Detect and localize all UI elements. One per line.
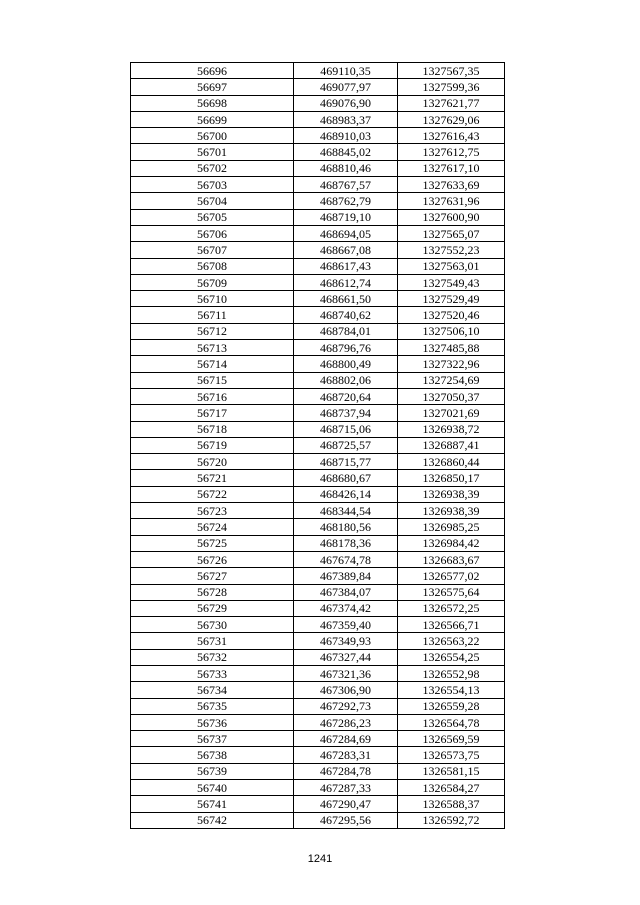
y-coordinate-cell: 1327549,43 bbox=[398, 274, 505, 290]
x-coordinate-cell: 467327,44 bbox=[294, 649, 398, 665]
point-number-cell: 56701 bbox=[131, 144, 294, 160]
y-coordinate-cell: 1326577,02 bbox=[398, 568, 505, 584]
point-number-cell: 56739 bbox=[131, 763, 294, 779]
point-number-cell: 56715 bbox=[131, 372, 294, 388]
table-row bbox=[131, 63, 505, 79]
x-coordinate-cell: 469076,90 bbox=[294, 95, 398, 111]
table-row bbox=[131, 405, 505, 421]
table-row bbox=[131, 454, 505, 470]
y-coordinate-cell: 1326559,28 bbox=[398, 698, 505, 714]
x-coordinate-cell: 468784,01 bbox=[294, 323, 398, 339]
point-number-cell: 56698 bbox=[131, 95, 294, 111]
x-coordinate-cell: 467306,90 bbox=[294, 682, 398, 698]
x-coordinate-cell: 468426,14 bbox=[294, 486, 398, 502]
y-coordinate-cell: 1326683,67 bbox=[398, 551, 505, 567]
x-coordinate-cell: 468802,06 bbox=[294, 372, 398, 388]
y-coordinate-cell: 1327629,06 bbox=[398, 111, 505, 127]
table-row bbox=[131, 225, 505, 241]
table-row bbox=[131, 812, 505, 828]
point-number-cell: 56714 bbox=[131, 356, 294, 372]
y-coordinate-cell: 1326564,78 bbox=[398, 714, 505, 730]
point-number-cell: 56729 bbox=[131, 600, 294, 616]
y-coordinate-cell: 1326554,25 bbox=[398, 649, 505, 665]
table-row bbox=[131, 584, 505, 600]
x-coordinate-cell: 468737,94 bbox=[294, 405, 398, 421]
x-coordinate-cell: 467384,07 bbox=[294, 584, 398, 600]
y-coordinate-cell: 1326850,17 bbox=[398, 470, 505, 486]
table-row bbox=[131, 486, 505, 502]
x-coordinate-cell: 468715,06 bbox=[294, 421, 398, 437]
y-coordinate-cell: 1327520,46 bbox=[398, 307, 505, 323]
y-coordinate-cell: 1327565,07 bbox=[398, 225, 505, 241]
x-coordinate-cell: 468680,67 bbox=[294, 470, 398, 486]
point-number-cell: 56730 bbox=[131, 617, 294, 633]
point-number-cell: 56723 bbox=[131, 503, 294, 519]
x-coordinate-cell: 467284,69 bbox=[294, 731, 398, 747]
table-row bbox=[131, 79, 505, 95]
x-coordinate-cell: 467359,40 bbox=[294, 617, 398, 633]
y-coordinate-cell: 1327254,69 bbox=[398, 372, 505, 388]
table-row bbox=[131, 258, 505, 274]
table-row bbox=[131, 633, 505, 649]
table-row bbox=[131, 372, 505, 388]
y-coordinate-cell: 1327600,90 bbox=[398, 209, 505, 225]
x-coordinate-cell: 468800,49 bbox=[294, 356, 398, 372]
x-coordinate-cell: 468910,03 bbox=[294, 128, 398, 144]
point-number-cell: 56735 bbox=[131, 698, 294, 714]
point-number-cell: 56738 bbox=[131, 747, 294, 763]
y-coordinate-cell: 1326984,42 bbox=[398, 535, 505, 551]
table-row bbox=[131, 763, 505, 779]
y-coordinate-cell: 1326938,39 bbox=[398, 486, 505, 502]
point-number-cell: 56732 bbox=[131, 649, 294, 665]
table-row bbox=[131, 600, 505, 616]
x-coordinate-cell: 468767,57 bbox=[294, 177, 398, 193]
point-number-cell: 56711 bbox=[131, 307, 294, 323]
x-coordinate-cell: 468810,46 bbox=[294, 160, 398, 176]
point-number-cell: 56733 bbox=[131, 665, 294, 681]
table-row bbox=[131, 323, 505, 339]
table-row bbox=[131, 714, 505, 730]
table-row bbox=[131, 111, 505, 127]
table-row bbox=[131, 95, 505, 111]
table-row bbox=[131, 421, 505, 437]
table-row bbox=[131, 649, 505, 665]
table-row bbox=[131, 274, 505, 290]
x-coordinate-cell: 468715,77 bbox=[294, 454, 398, 470]
point-number-cell: 56717 bbox=[131, 405, 294, 421]
y-coordinate-cell: 1326569,59 bbox=[398, 731, 505, 747]
y-coordinate-cell: 1326566,71 bbox=[398, 617, 505, 633]
point-number-cell: 56734 bbox=[131, 682, 294, 698]
y-coordinate-cell: 1326573,75 bbox=[398, 747, 505, 763]
point-number-cell: 56696 bbox=[131, 63, 294, 79]
y-coordinate-cell: 1327552,23 bbox=[398, 242, 505, 258]
x-coordinate-cell: 468178,36 bbox=[294, 535, 398, 551]
table-row bbox=[131, 193, 505, 209]
coordinates-table-body bbox=[131, 63, 505, 829]
y-coordinate-cell: 1327631,96 bbox=[398, 193, 505, 209]
y-coordinate-cell: 1326938,72 bbox=[398, 421, 505, 437]
table-row bbox=[131, 535, 505, 551]
table-row bbox=[131, 503, 505, 519]
y-coordinate-cell: 1326563,22 bbox=[398, 633, 505, 649]
point-number-cell: 56709 bbox=[131, 274, 294, 290]
y-coordinate-cell: 1326938,39 bbox=[398, 503, 505, 519]
point-number-cell: 56706 bbox=[131, 225, 294, 241]
table-row bbox=[131, 128, 505, 144]
x-coordinate-cell: 469110,35 bbox=[294, 63, 398, 79]
x-coordinate-cell: 467286,23 bbox=[294, 714, 398, 730]
point-number-cell: 56705 bbox=[131, 209, 294, 225]
table-row bbox=[131, 682, 505, 698]
x-coordinate-cell: 468180,56 bbox=[294, 519, 398, 535]
x-coordinate-cell: 467287,33 bbox=[294, 780, 398, 796]
y-coordinate-cell: 1326584,27 bbox=[398, 780, 505, 796]
x-coordinate-cell: 468740,62 bbox=[294, 307, 398, 323]
point-number-cell: 56737 bbox=[131, 731, 294, 747]
x-coordinate-cell: 468661,50 bbox=[294, 291, 398, 307]
table-row bbox=[131, 617, 505, 633]
y-coordinate-cell: 1327633,69 bbox=[398, 177, 505, 193]
y-coordinate-cell: 1327529,49 bbox=[398, 291, 505, 307]
x-coordinate-cell: 467389,84 bbox=[294, 568, 398, 584]
point-number-cell: 56718 bbox=[131, 421, 294, 437]
table-row bbox=[131, 356, 505, 372]
y-coordinate-cell: 1326552,98 bbox=[398, 665, 505, 681]
table-row bbox=[131, 209, 505, 225]
table-row bbox=[131, 307, 505, 323]
point-number-cell: 56712 bbox=[131, 323, 294, 339]
y-coordinate-cell: 1326860,44 bbox=[398, 454, 505, 470]
x-coordinate-cell: 468694,05 bbox=[294, 225, 398, 241]
table-row bbox=[131, 796, 505, 812]
table-row bbox=[131, 242, 505, 258]
x-coordinate-cell: 468762,79 bbox=[294, 193, 398, 209]
x-coordinate-cell: 467292,73 bbox=[294, 698, 398, 714]
y-coordinate-cell: 1327050,37 bbox=[398, 388, 505, 404]
point-number-cell: 56707 bbox=[131, 242, 294, 258]
point-number-cell: 56699 bbox=[131, 111, 294, 127]
point-number-cell: 56731 bbox=[131, 633, 294, 649]
point-number-cell: 56736 bbox=[131, 714, 294, 730]
y-coordinate-cell: 1327021,69 bbox=[398, 405, 505, 421]
point-number-cell: 56721 bbox=[131, 470, 294, 486]
y-coordinate-cell: 1326588,37 bbox=[398, 796, 505, 812]
point-number-cell: 56716 bbox=[131, 388, 294, 404]
table-row bbox=[131, 665, 505, 681]
coordinates-table bbox=[130, 62, 505, 829]
point-number-cell: 56724 bbox=[131, 519, 294, 535]
table-row bbox=[131, 144, 505, 160]
x-coordinate-cell: 467284,78 bbox=[294, 763, 398, 779]
x-coordinate-cell: 468983,37 bbox=[294, 111, 398, 127]
y-coordinate-cell: 1327485,88 bbox=[398, 340, 505, 356]
y-coordinate-cell: 1326575,64 bbox=[398, 584, 505, 600]
point-number-cell: 56703 bbox=[131, 177, 294, 193]
point-number-cell: 56710 bbox=[131, 291, 294, 307]
x-coordinate-cell: 468725,57 bbox=[294, 437, 398, 453]
point-number-cell: 56726 bbox=[131, 551, 294, 567]
table-row bbox=[131, 470, 505, 486]
point-number-cell: 56713 bbox=[131, 340, 294, 356]
y-coordinate-cell: 1326887,41 bbox=[398, 437, 505, 453]
table-row bbox=[131, 160, 505, 176]
table-row bbox=[131, 291, 505, 307]
x-coordinate-cell: 467295,56 bbox=[294, 812, 398, 828]
x-coordinate-cell: 468617,43 bbox=[294, 258, 398, 274]
point-number-cell: 56725 bbox=[131, 535, 294, 551]
table-row bbox=[131, 519, 505, 535]
table-row bbox=[131, 551, 505, 567]
x-coordinate-cell: 469077,97 bbox=[294, 79, 398, 95]
point-number-cell: 56702 bbox=[131, 160, 294, 176]
table-row bbox=[131, 731, 505, 747]
point-number-cell: 56722 bbox=[131, 486, 294, 502]
x-coordinate-cell: 467349,93 bbox=[294, 633, 398, 649]
y-coordinate-cell: 1327616,43 bbox=[398, 128, 505, 144]
table-row bbox=[131, 747, 505, 763]
point-number-cell: 56700 bbox=[131, 128, 294, 144]
x-coordinate-cell: 468719,10 bbox=[294, 209, 398, 225]
x-coordinate-cell: 467283,31 bbox=[294, 747, 398, 763]
x-coordinate-cell: 468796,76 bbox=[294, 340, 398, 356]
y-coordinate-cell: 1327617,10 bbox=[398, 160, 505, 176]
point-number-cell: 56708 bbox=[131, 258, 294, 274]
table-row bbox=[131, 568, 505, 584]
x-coordinate-cell: 467321,36 bbox=[294, 665, 398, 681]
point-number-cell: 56704 bbox=[131, 193, 294, 209]
point-number-cell: 56740 bbox=[131, 780, 294, 796]
y-coordinate-cell: 1326581,15 bbox=[398, 763, 505, 779]
x-coordinate-cell: 468720,64 bbox=[294, 388, 398, 404]
point-number-cell: 56742 bbox=[131, 812, 294, 828]
table-row bbox=[131, 340, 505, 356]
point-number-cell: 56720 bbox=[131, 454, 294, 470]
y-coordinate-cell: 1326554,13 bbox=[398, 682, 505, 698]
point-number-cell: 56741 bbox=[131, 796, 294, 812]
y-coordinate-cell: 1326592,72 bbox=[398, 812, 505, 828]
page-number: 1241 bbox=[307, 853, 333, 865]
y-coordinate-cell: 1327612,75 bbox=[398, 144, 505, 160]
y-coordinate-cell: 1326572,25 bbox=[398, 600, 505, 616]
y-coordinate-cell: 1327322,96 bbox=[398, 356, 505, 372]
table-row bbox=[131, 177, 505, 193]
y-coordinate-cell: 1327599,36 bbox=[398, 79, 505, 95]
y-coordinate-cell: 1327563,01 bbox=[398, 258, 505, 274]
table-row bbox=[131, 698, 505, 714]
y-coordinate-cell: 1327506,10 bbox=[398, 323, 505, 339]
table-row bbox=[131, 780, 505, 796]
x-coordinate-cell: 468845,02 bbox=[294, 144, 398, 160]
x-coordinate-cell: 467674,78 bbox=[294, 551, 398, 567]
y-coordinate-cell: 1326985,25 bbox=[398, 519, 505, 535]
table-row bbox=[131, 388, 505, 404]
x-coordinate-cell: 467374,42 bbox=[294, 600, 398, 616]
point-number-cell: 56727 bbox=[131, 568, 294, 584]
table-row bbox=[131, 437, 505, 453]
x-coordinate-cell: 468667,08 bbox=[294, 242, 398, 258]
point-number-cell: 56728 bbox=[131, 584, 294, 600]
x-coordinate-cell: 468612,74 bbox=[294, 274, 398, 290]
y-coordinate-cell: 1327567,35 bbox=[398, 63, 505, 79]
point-number-cell: 56719 bbox=[131, 437, 294, 453]
x-coordinate-cell: 468344,54 bbox=[294, 503, 398, 519]
point-number-cell: 56697 bbox=[131, 79, 294, 95]
y-coordinate-cell: 1327621,77 bbox=[398, 95, 505, 111]
x-coordinate-cell: 467290,47 bbox=[294, 796, 398, 812]
